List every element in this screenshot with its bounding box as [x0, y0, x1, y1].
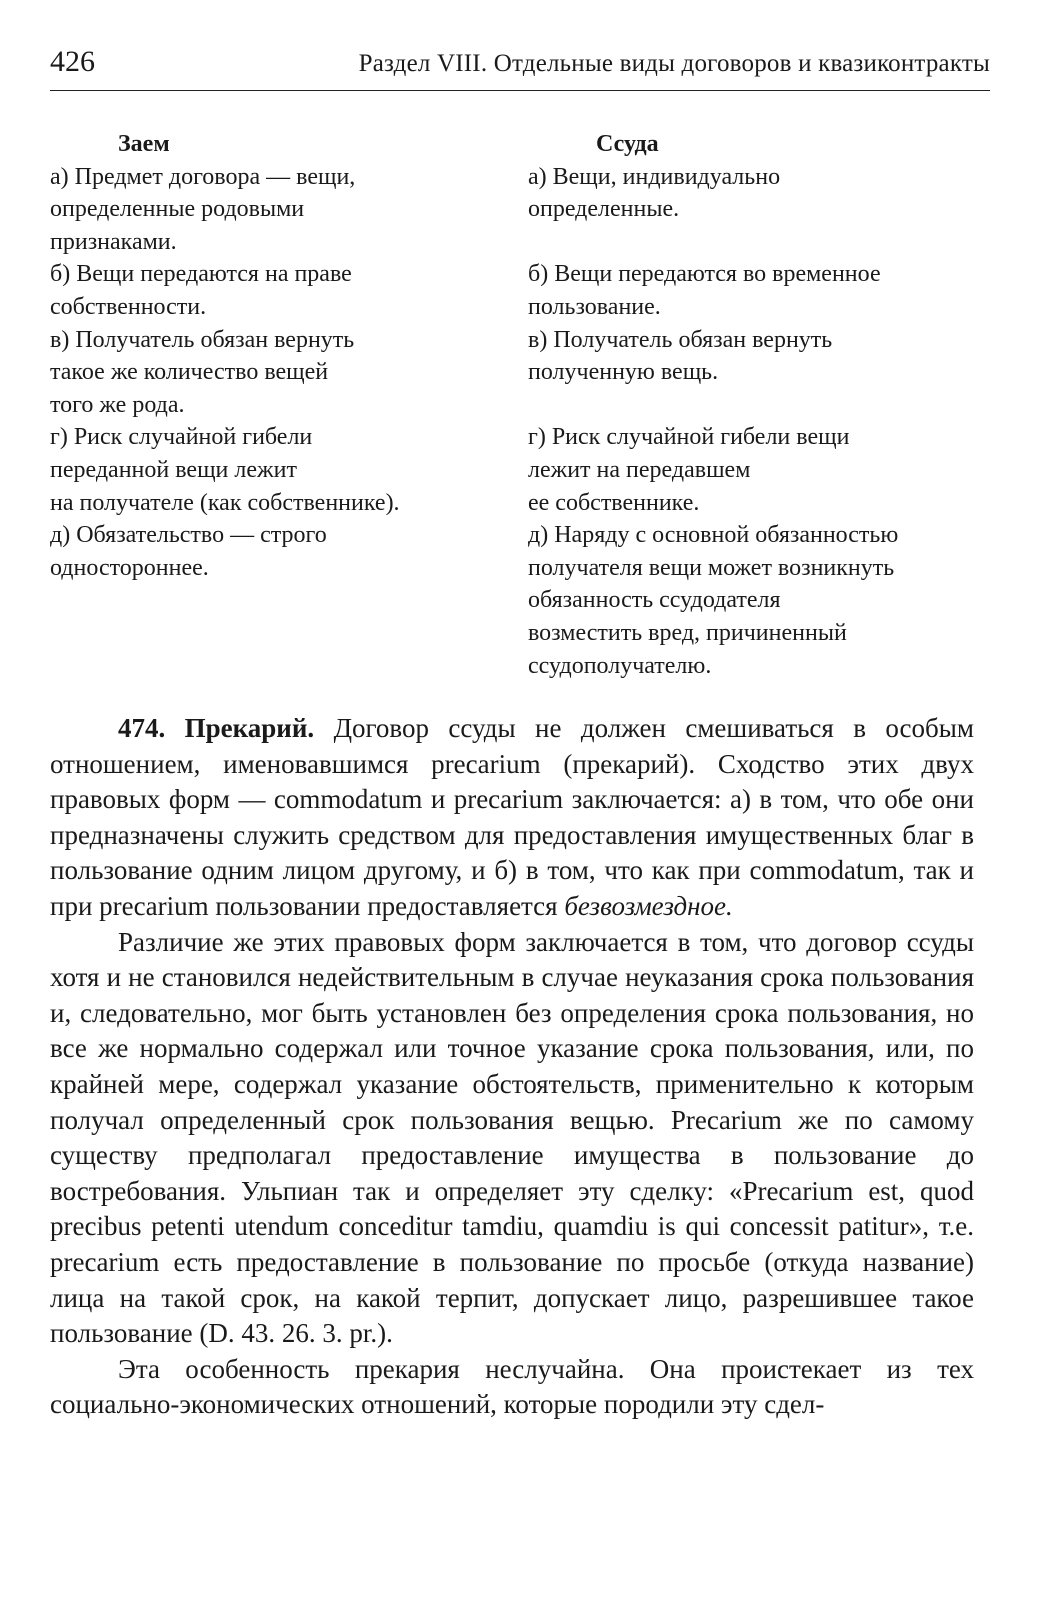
section-heading: 474. Прекарий.: [118, 713, 315, 743]
commodatum-item-e: д) Наряду с основной обязанностью получателя вещи может возникнуть обязанность ссудодателя возместить вред, причиненный ссудополучателю.: [528, 522, 899, 679]
paragraph-3: Эта особенность прекария неслучайна. Она проистекает из тех социально-экономических отношений, которые породили эту сдел-: [50, 1353, 974, 1420]
paragraph-1: [50, 711, 974, 925]
page-number: 426: [50, 45, 95, 78]
comparison-column-loan: [50, 128, 520, 584]
column-title-loan: Заем: [118, 131, 170, 157]
loan-item-e: д) Обязательство — строго одностороннее.: [50, 522, 327, 581]
loan-item-d: г) Риск случайной гибели переданной вещи лежит на получателе (как собственнике).: [50, 424, 400, 516]
commodatum-item-c: в) Получатель обязан вернуть полученную вещь.: [528, 326, 833, 386]
commodatum-item-a: а) Вещи, индивидуально определенные.: [528, 163, 781, 223]
column-title-commodatum: Ссуда: [596, 131, 659, 157]
paragraph-1-text: Договор ссуды не должен смешиваться в особым отношением, именовавшимся precarium (прекарий). Сходство этих двух правовых форм — commodatum и precarium заключается: а) в том, что обе они предназначены служить средством для предоставления имущественных благ в пользование одним лицом другому, и б) в том, что как при commodatum, так и при precarium пользовании предоставляется: [50, 713, 974, 921]
loan-item-b: б) Вещи передаются на праве собственности.: [50, 261, 352, 320]
page-header: [50, 42, 990, 91]
commodatum-item-b: б) Вещи передаются во временное пользование.: [528, 261, 881, 320]
paragraph-2: Различие же этих правовых форм заключается в том, что договор ссуды хотя и не становился недействительным в случае неуказания срока пользования и, следовательно, мог быть установлен без определения срока пользования, но все же нормально содержал или точное указание срока пользования, или, по крайней мере, содержал указание обстоятельств, применительно к которым получал определенный срок пользования вещью. Precarium же по самому существу предполагал предоставление имущества в пользование до востребования. Ульпиан так и определяет эту сделку: «Precarium est, quod precibus petenti utendum conceditur tamdiu, quamdiu is qui concessit patitur», т.е. precarium есть предоставление в пользование по просьбе (откуда название) лица на такой срок, на какой терпит, допускает лицо, разрешившее такое пользование (D. 43. 26. 3. pr.).: [50, 926, 974, 1349]
running-title: Раздел VIII. Отдельные виды договоров и квазиконтракты: [358, 50, 990, 77]
comparison-column-commodatum: [528, 128, 998, 682]
section-body: [50, 711, 974, 1423]
paragraph-1-italic: безвозмездное.: [564, 890, 733, 921]
commodatum-item-d: г) Риск случайной гибели вещи лежит на передавшем ее собственнике.: [528, 424, 850, 516]
loan-item-a: а) Предмет договора — вещи, определенные родовыми признаками.: [50, 163, 356, 255]
loan-item-c: в) Получатель обязан вернуть такое же количество вещей того же рода.: [50, 326, 355, 418]
